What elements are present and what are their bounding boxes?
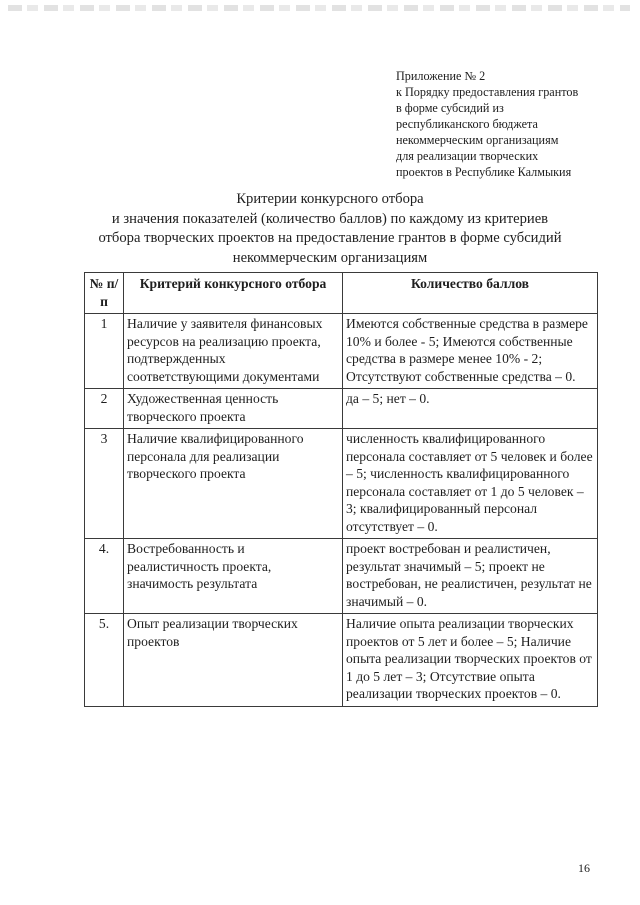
title-line: некоммерческим организациям [232, 249, 428, 266]
row-points: Имеются собственные средства в размере 10% и более - 5; Имеются собственные средства в размере менее 10% - 2; Отсутствуют собственные средства – 0. [343, 314, 598, 389]
table-row [85, 429, 598, 539]
row-number: 5. [85, 614, 124, 707]
header-criterion: Критерий конкурсного отбора [124, 273, 343, 314]
table-header-row [85, 273, 598, 314]
annex-line: для реализации творческих [396, 149, 539, 163]
row-criterion: Востребованность и реалистичность проекта, значимость результата [124, 539, 343, 614]
table-row [85, 314, 598, 389]
row-number: 1 [85, 314, 124, 389]
title-line: Критерии конкурсного отбора [236, 191, 424, 207]
row-number: 4. [85, 539, 124, 614]
row-criterion: Наличие квалифицированного персонала для реализации творческого проекта [124, 429, 343, 539]
annex-line: проектов в Республике Калмыкия [396, 165, 572, 179]
row-criterion: Опыт реализации творческих проектов [124, 614, 343, 707]
annex-line: республиканского бюджета [396, 117, 538, 131]
title-line: и значения показателей (количество баллов) по каждому из критериев [111, 210, 549, 227]
table-row [85, 539, 598, 614]
annex-line: в форме субсидий из [396, 101, 504, 115]
criteria-table [84, 272, 598, 707]
annex-note [396, 68, 611, 180]
row-criterion: Художественная ценность творческого проекта [124, 389, 343, 429]
header-points: Количество баллов [343, 273, 598, 314]
title-line: отбора творческих проектов на предоставление грантов в форме субсидий [98, 230, 562, 246]
annex-line: некоммерческим организациям [396, 133, 559, 147]
row-points: численность квалифицированного персонала составляет от 5 человек и более – 5; численность квалифицированного персонала составляет от 1 до 5 человек – 3; квалифицированный персонал отсутствует – 0. [343, 429, 598, 539]
row-criterion: Наличие у заявителя финансовых ресурсов на реализацию проекта, подтвержденных соответствующими документами [124, 314, 343, 389]
header-number: № п/п [85, 273, 124, 314]
table-row [85, 389, 598, 429]
annex-line: Приложение № 2 [396, 69, 486, 83]
row-number: 2 [85, 389, 124, 429]
page-number: 16 [578, 861, 590, 875]
row-points: да – 5; нет – 0. [343, 389, 598, 429]
table-row [85, 614, 598, 707]
row-points: Наличие опыта реализации творческих проектов от 5 лет и более – 5; Наличие опыта реализации творческих проектов от 1 до 5 лет – 3; Отсутствие опыта реализации творческих проектов – 0. [343, 614, 598, 707]
document-title [40, 190, 620, 268]
row-points: проект востребован и реалистичен, результат значимый – 5; проект не востребован, не реалистичен, результат не значимый – 0. [343, 539, 598, 614]
row-number: 3 [85, 429, 124, 539]
scan-header-noise [8, 5, 630, 11]
annex-line: к Порядку предоставления грантов [396, 85, 579, 99]
